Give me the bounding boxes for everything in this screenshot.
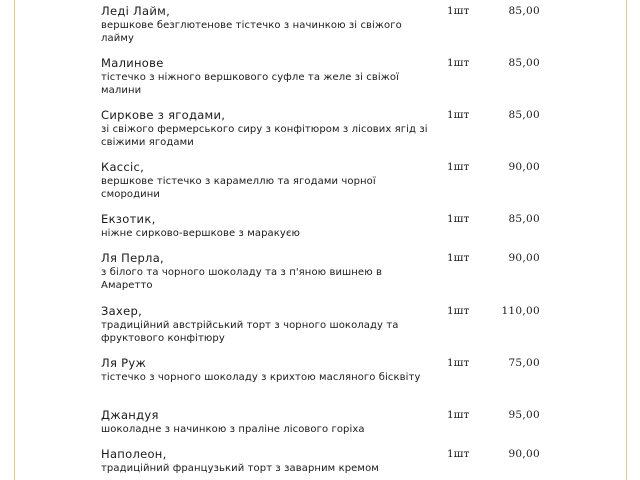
item-quantity: 1шт xyxy=(447,5,470,17)
item-description: вершкове тістечко з карамеллю та ягодами чорної смородини xyxy=(101,176,376,200)
item-description: тістечко з чорного шоколаду з крихтою масляного бісквіту xyxy=(101,372,421,383)
item-description: ніжне сирково-вершкове з маракуєю xyxy=(101,228,301,239)
item-quantity: 1шт xyxy=(447,357,470,369)
item-price: 85,00 xyxy=(508,213,540,225)
item-quantity: 1шт xyxy=(447,448,470,460)
item-description: шоколадне з начинкою з праліне лісового горіха xyxy=(101,424,365,435)
item-name: Джандуя xyxy=(101,408,159,422)
item-price: 90,00 xyxy=(508,161,540,173)
item-quantity: 1шт xyxy=(447,252,470,264)
item-name: Кассіс, xyxy=(101,160,145,174)
item-quantity: 1шт xyxy=(447,305,470,317)
item-price: 110,00 xyxy=(501,305,540,317)
page-border-left xyxy=(14,0,15,480)
item-name: Наполеон, xyxy=(101,447,167,461)
item-quantity: 1шт xyxy=(447,213,470,225)
item-description: традиційний австрійський торт з чорного шоколаду та фруктового конфітюру xyxy=(101,320,399,344)
item-name: Захер, xyxy=(101,304,143,318)
item-description: тістечко з ніжного вершкового суфле та желе зі свіжої малини xyxy=(101,72,399,96)
item-price: 85,00 xyxy=(508,57,540,69)
item-quantity: 1шт xyxy=(447,161,470,173)
item-price: 85,00 xyxy=(508,5,540,17)
item-price: 95,00 xyxy=(508,409,540,421)
item-name: Ля Руж xyxy=(101,356,147,370)
item-description: з білого та чорного шоколаду та з п'яною вишнею в Амаретто xyxy=(101,267,382,291)
page-border-right xyxy=(626,0,627,480)
item-description: вершкове безглютенове тістечко з начинкою зі свіжого лайму xyxy=(101,20,402,44)
item-price: 85,00 xyxy=(508,109,540,121)
item-price: 75,00 xyxy=(508,357,540,369)
item-quantity: 1шт xyxy=(447,409,470,421)
item-name: Леді Лайм, xyxy=(101,4,171,18)
item-name: Екзотик, xyxy=(101,212,156,226)
item-name: Ля Перла, xyxy=(101,251,164,265)
item-price: 90,00 xyxy=(508,448,540,460)
item-quantity: 1шт xyxy=(447,109,470,121)
item-name: Малинове xyxy=(101,56,164,70)
item-name: Сиркове з ягодами, xyxy=(101,108,226,122)
item-quantity: 1шт xyxy=(447,57,470,69)
item-description: зі свіжого фермерського сиру з конфітюром з лісових ягід зі свіжими ягодами xyxy=(101,124,428,148)
item-price: 90,00 xyxy=(508,252,540,264)
item-description: традиційний французький торт з заварним кремом xyxy=(101,463,379,474)
